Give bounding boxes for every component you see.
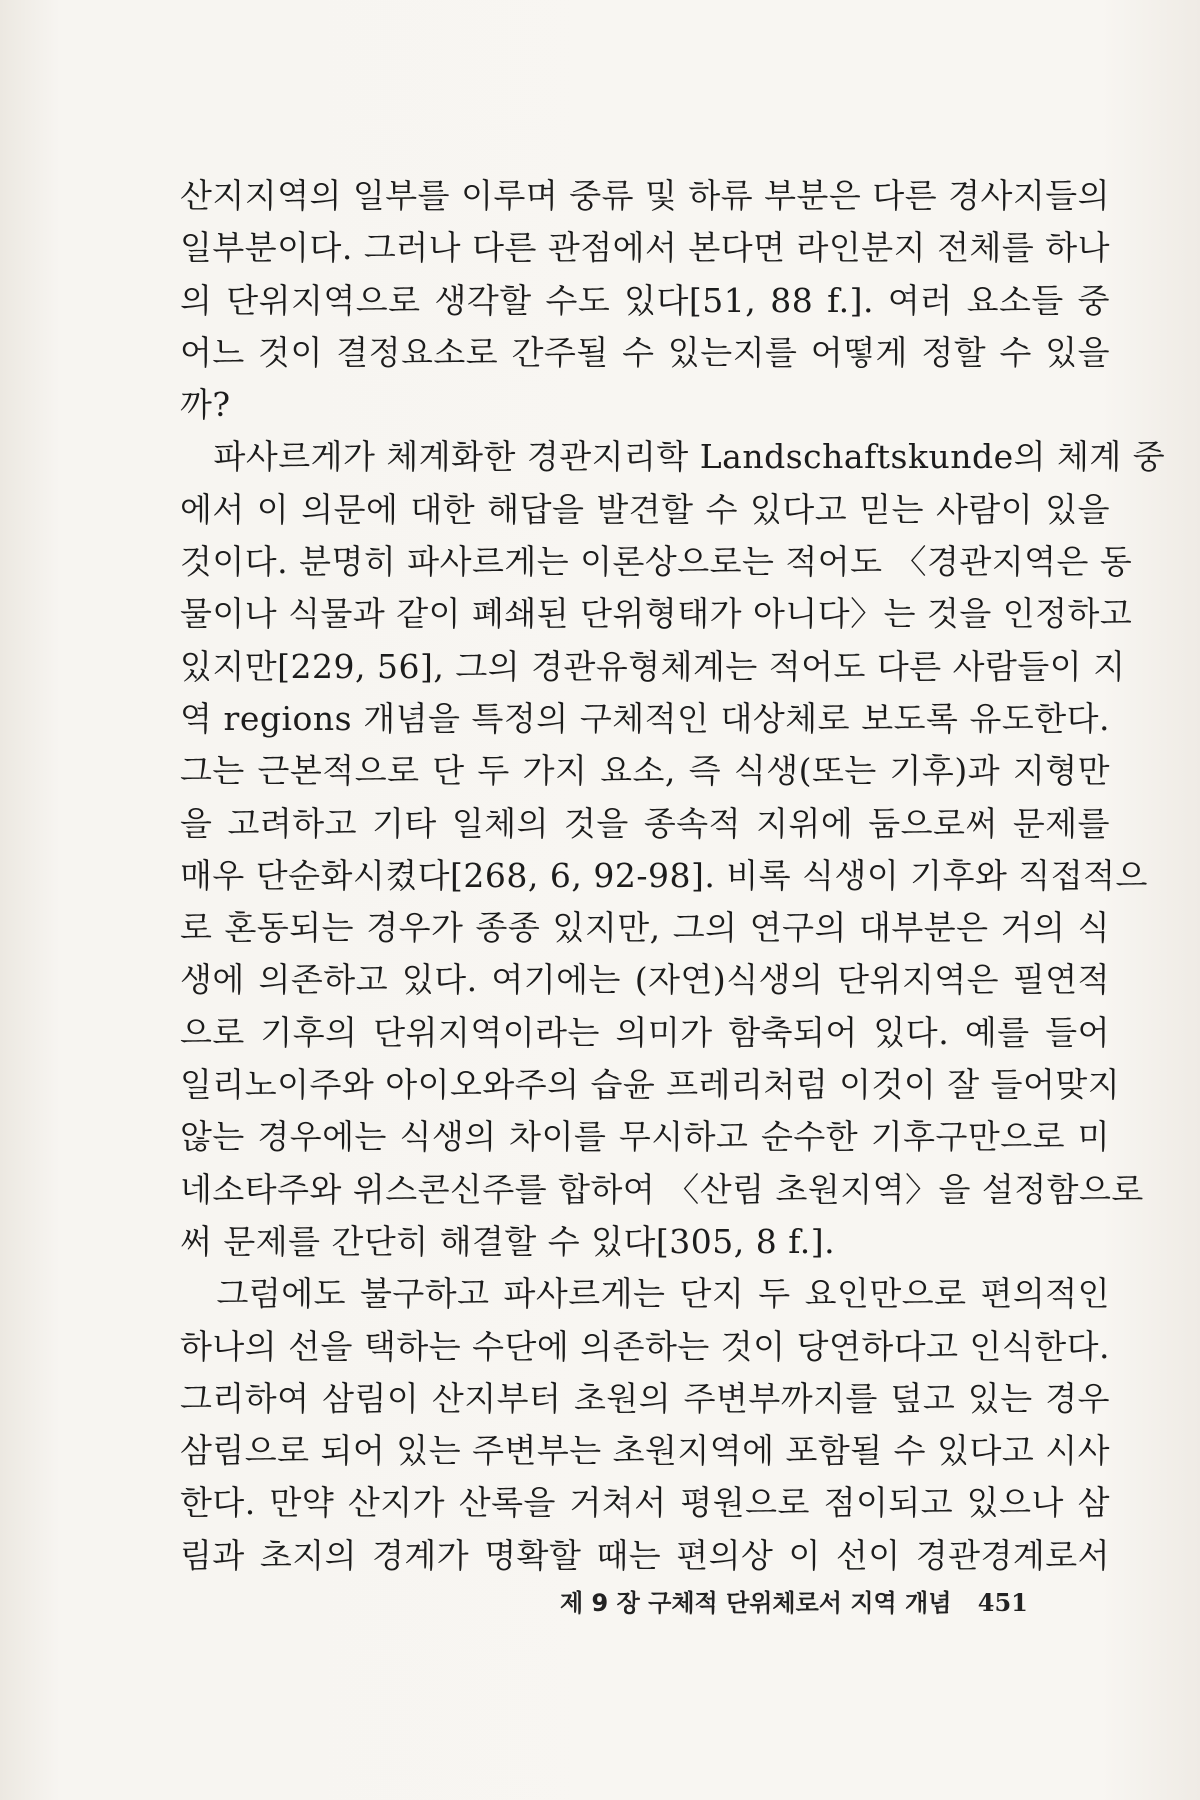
text-line: 으로 기후의 단위지역이라는 의미가 함축되어 있다. 예를 들어: [180, 1012, 1110, 1052]
text-line: 것이다. 분명히 파사르게는 이론상으로는 적어도 〈경관지역은 동: [180, 542, 1133, 582]
text-line: 그리하여 삼림이 산지부터 초원의 주변부까지를 덮고 있는 경우: [180, 1378, 1110, 1418]
text-line: 생에 의존하고 있다. 여기에는 (자연)식생의 단위지역은 필연적: [180, 960, 1110, 1000]
text-line: 않는 경우에는 식생의 차이를 무시하고 순수한 기후구만으로 미: [180, 1117, 1110, 1157]
text-line: 파사르게가 체계화한 경관지리학 Landschaftskunde의 체계 중: [180, 437, 1166, 477]
text-line: 일리노이주와 아이오와주의 습윤 프레리처럼 이것이 잘 들어맞지: [180, 1065, 1121, 1105]
text-line: 삼림으로 되어 있는 주변부는 초원지역에 포함될 수 있다고 시사: [180, 1431, 1110, 1471]
running-head: 제 9 장 구체적 단위체로서 지역 개념: [560, 1589, 952, 1617]
text-line: 매우 단순화시켰다[268, 6, 92-98]. 비록 식생이 기후와 직접적으: [180, 855, 1148, 895]
text-line: 로 혼동되는 경우가 종종 있지만, 그의 연구의 대부분은 거의 식: [180, 908, 1110, 948]
text-line: 써 문제를 간단히 해결할 수 있다[305, 8 f.].: [180, 1221, 836, 1261]
body-text: [180, 170, 1166, 1582]
text-line: 에서 이 의문에 대한 해답을 발견할 수 있다고 믿는 사람이 있을: [180, 489, 1110, 529]
text-line: 네소타주와 위스콘신주를 합하여 〈산림 초원지역〉을 설정함으로: [180, 1169, 1144, 1209]
text-line: 을 고려하고 기타 일체의 것을 종속적 지위에 둠으로써 문제를: [180, 803, 1110, 843]
text-line: 그는 근본적으로 단 두 가지 요소, 즉 식생(또는 기후)과 지형만: [180, 751, 1110, 791]
text-line: 물이나 식물과 같이 폐쇄된 단위형태가 아니다〉는 것을 인정하고: [180, 594, 1133, 634]
text-line: 까?: [180, 385, 231, 425]
text-line: 림과 초지의 경계가 명확할 때는 편의상 이 선이 경관경계로서: [180, 1535, 1110, 1575]
text-line: 어느 것이 결정요소로 간주될 수 있는지를 어떻게 정할 수 있을: [180, 332, 1110, 372]
page-footer: [560, 1585, 1080, 1621]
text-line: 일부분이다. 그러나 다른 관점에서 본다면 라인분지 전체를 하나: [180, 228, 1110, 268]
text-line: 의 단위지역으로 생각할 수도 있다[51, 88 f.]. 여러 요소들 중: [180, 280, 1110, 320]
text-line: 산지지역의 일부를 이루며 중류 및 하류 부분은 다른 경사지들의: [180, 176, 1110, 215]
text-line: 그럼에도 불구하고 파사르게는 단지 두 요인만으로 편의적인: [180, 1274, 1110, 1314]
page-number: 451: [977, 1588, 1028, 1617]
text-line: 한다. 만약 산지가 산록을 거쳐서 평원으로 점이되고 있으나 삼: [180, 1483, 1110, 1523]
text-line: 하나의 선을 택하는 수단에 의존하는 것이 당연하다고 인식한다.: [180, 1326, 1110, 1366]
text-line: 있지만[229, 56], 그의 경관유형체계는 적어도 다른 사람들이 지: [180, 646, 1126, 686]
text-line: 역 regions 개념을 특정의 구체적인 대상체로 보도록 유도한다.: [180, 698, 1110, 738]
